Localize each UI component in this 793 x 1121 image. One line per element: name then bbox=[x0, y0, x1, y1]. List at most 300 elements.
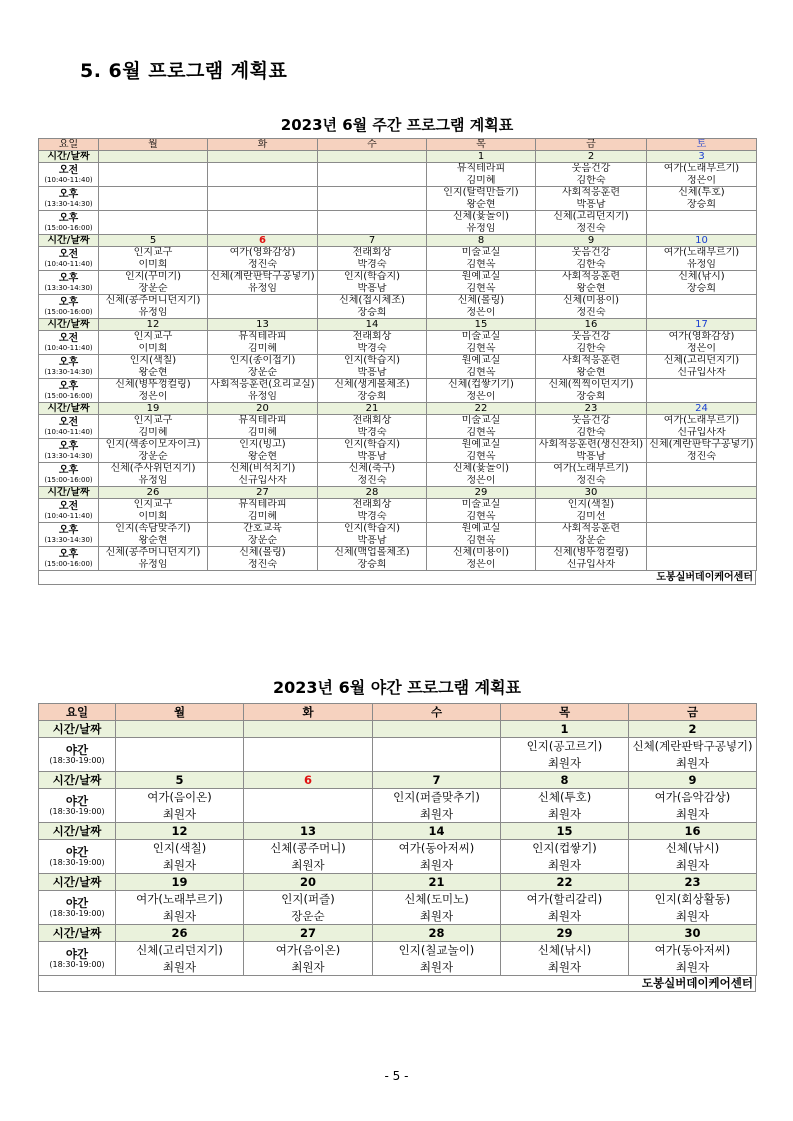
program-row bbox=[39, 355, 757, 367]
program-name: 신체(컵쌓기기) bbox=[427, 379, 536, 391]
staff-name: 왕순현 bbox=[208, 451, 318, 463]
date-cell: 15 bbox=[427, 319, 536, 331]
staff-name bbox=[208, 199, 318, 211]
staff-name: 정은이 bbox=[647, 343, 757, 355]
staff-name bbox=[208, 223, 318, 235]
staff-name bbox=[99, 199, 208, 211]
day-header: 토 bbox=[647, 139, 757, 151]
program-row bbox=[39, 331, 757, 343]
program-name: 신체(콩주머니던지기) bbox=[99, 295, 208, 307]
program-row-staff bbox=[39, 535, 757, 547]
date-row bbox=[39, 925, 757, 942]
program-name: 사회적응훈련 bbox=[536, 355, 647, 367]
staff-name: 김현옥 bbox=[427, 451, 536, 463]
program-name: 여가(동아저씨) bbox=[629, 942, 757, 959]
date-cell: 14 bbox=[318, 319, 427, 331]
date-row bbox=[39, 151, 757, 163]
date-row bbox=[39, 487, 757, 499]
staff-name: 유정임 bbox=[208, 391, 318, 403]
program-name: 신체(병뚜껑컬링) bbox=[99, 379, 208, 391]
program-name bbox=[647, 547, 757, 559]
program-name: 여가(노래부르기) bbox=[647, 247, 757, 259]
program-row bbox=[39, 271, 757, 283]
program-name: 웃음건강 bbox=[536, 163, 647, 175]
date-label: 시간/날짜 bbox=[39, 151, 99, 163]
date-cell: 13 bbox=[208, 319, 318, 331]
program-name: 여가(노래부르기) bbox=[116, 891, 244, 908]
time-slot-label bbox=[39, 271, 99, 295]
staff-name: 최원자 bbox=[116, 959, 244, 976]
program-name: 신체(생게볼체조) bbox=[318, 379, 427, 391]
day-header: 수 bbox=[373, 704, 501, 721]
staff-name: 김현옥 bbox=[427, 511, 536, 523]
time-slot-label bbox=[39, 523, 99, 547]
day-label: 요일 bbox=[39, 704, 116, 721]
date-cell bbox=[318, 151, 427, 163]
time-slot-label bbox=[39, 789, 116, 823]
staff-name bbox=[318, 175, 427, 187]
program-row-staff bbox=[39, 959, 757, 976]
date-cell: 27 bbox=[244, 925, 373, 942]
program-name: 여가(할리갈리) bbox=[501, 891, 629, 908]
staff-name: 최원자 bbox=[629, 755, 757, 772]
program-name: 웃음건강 bbox=[536, 415, 647, 427]
day-header: 목 bbox=[501, 704, 629, 721]
staff-name bbox=[373, 755, 501, 772]
date-cell: 15 bbox=[501, 823, 629, 840]
date-cell: 8 bbox=[501, 772, 629, 789]
staff-name: 박흥남 bbox=[536, 199, 647, 211]
program-name: 인지(퍼즐) bbox=[244, 891, 373, 908]
slot-name: 오후 bbox=[58, 548, 79, 560]
date-cell: 21 bbox=[373, 874, 501, 891]
program-name bbox=[244, 738, 373, 755]
slot-name: 야간 bbox=[65, 896, 89, 910]
program-name: 인지(칠교놀이) bbox=[373, 942, 501, 959]
program-name: 신체(고리던지기) bbox=[116, 942, 244, 959]
program-name: 미술교실 bbox=[427, 415, 536, 427]
slot-name: 오후 bbox=[58, 524, 79, 536]
program-row-staff bbox=[39, 343, 757, 355]
staff-name: 김한숙 bbox=[536, 427, 647, 439]
date-label: 시간/날짜 bbox=[39, 721, 116, 738]
program-row-staff bbox=[39, 511, 757, 523]
slot-name: 오전 bbox=[58, 248, 79, 260]
time-slot-label bbox=[39, 499, 99, 523]
program-name: 뮤직테라피 bbox=[208, 331, 318, 343]
program-row bbox=[39, 439, 757, 451]
date-cell: 19 bbox=[99, 403, 208, 415]
staff-name bbox=[99, 175, 208, 187]
slot-time: (10:40-11:40) bbox=[44, 427, 93, 436]
staff-name bbox=[647, 475, 757, 487]
program-name: 신체(미용이) bbox=[427, 547, 536, 559]
program-name: 신체(맥업볼체조) bbox=[318, 547, 427, 559]
program-name: 전래회상 bbox=[318, 499, 427, 511]
program-name bbox=[208, 163, 318, 175]
date-cell: 2 bbox=[536, 151, 647, 163]
program-name: 인지교구 bbox=[99, 415, 208, 427]
staff-name: 최원자 bbox=[116, 857, 244, 874]
date-cell: 6 bbox=[244, 772, 373, 789]
program-row bbox=[39, 247, 757, 259]
date-cell: 5 bbox=[116, 772, 244, 789]
staff-name: 최원자 bbox=[629, 806, 757, 823]
day-label: 요일 bbox=[39, 139, 99, 151]
program-name bbox=[244, 789, 373, 806]
program-name: 여가(노래부르기) bbox=[536, 463, 647, 475]
date-cell: 10 bbox=[647, 235, 757, 247]
program-name: 전래회상 bbox=[318, 331, 427, 343]
staff-name: 박경숙 bbox=[318, 343, 427, 355]
time-slot-label bbox=[39, 891, 116, 925]
slot-time: (13:30-14:30) bbox=[44, 367, 93, 376]
staff-name: 박흥남 bbox=[536, 451, 647, 463]
slot-name: 오후 bbox=[58, 356, 79, 368]
date-row bbox=[39, 319, 757, 331]
date-cell: 16 bbox=[536, 319, 647, 331]
slot-time: (18:30-19:00) bbox=[49, 858, 105, 867]
staff-name bbox=[208, 307, 318, 319]
program-row-staff bbox=[39, 475, 757, 487]
staff-name: 정은이 bbox=[427, 307, 536, 319]
program-name bbox=[647, 463, 757, 475]
staff-name: 유정임 bbox=[99, 559, 208, 571]
staff-name: 김미혜 bbox=[427, 175, 536, 187]
program-row-staff bbox=[39, 559, 757, 571]
staff-name: 김현옥 bbox=[427, 283, 536, 295]
program-row-staff bbox=[39, 755, 757, 772]
staff-name: 정은이 bbox=[99, 391, 208, 403]
program-name bbox=[373, 738, 501, 755]
program-row bbox=[39, 499, 757, 511]
staff-name: 왕순현 bbox=[99, 367, 208, 379]
staff-name: 최원자 bbox=[373, 857, 501, 874]
program-name: 신체(접시체조) bbox=[318, 295, 427, 307]
program-name bbox=[116, 738, 244, 755]
staff-name: 왕순현 bbox=[536, 283, 647, 295]
slot-name: 야간 bbox=[65, 794, 89, 808]
night-center-name: 도봉실버데이케어센터 bbox=[38, 976, 756, 992]
time-slot-label bbox=[39, 247, 99, 271]
slot-time: (15:00-16:00) bbox=[44, 559, 93, 568]
staff-name: 김미혜 bbox=[208, 511, 318, 523]
slot-name: 오후 bbox=[58, 464, 79, 476]
time-slot-label bbox=[39, 355, 99, 379]
program-name: 원예교실 bbox=[427, 355, 536, 367]
date-label: 시간/날짜 bbox=[39, 487, 99, 499]
day-header: 월 bbox=[99, 139, 208, 151]
date-row bbox=[39, 772, 757, 789]
program-name: 신체(계란판탁구공넣기) bbox=[647, 439, 757, 451]
program-row bbox=[39, 415, 757, 427]
time-slot-label bbox=[39, 415, 99, 439]
program-name: 원예교실 bbox=[427, 439, 536, 451]
date-row bbox=[39, 874, 757, 891]
date-cell: 23 bbox=[629, 874, 757, 891]
slot-name: 야간 bbox=[65, 947, 89, 961]
program-name: 인지교구 bbox=[99, 247, 208, 259]
program-name bbox=[647, 211, 757, 223]
program-name: 뮤직테라피 bbox=[427, 163, 536, 175]
slot-time: (10:40-11:40) bbox=[44, 343, 93, 352]
staff-name: 정진숙 bbox=[647, 451, 757, 463]
staff-name: 정은이 bbox=[427, 391, 536, 403]
staff-name: 최원자 bbox=[501, 959, 629, 976]
slot-time: (13:30-14:30) bbox=[44, 535, 93, 544]
staff-name: 최원자 bbox=[501, 806, 629, 823]
date-label: 시간/날짜 bbox=[39, 772, 116, 789]
staff-name: 김미혜 bbox=[208, 343, 318, 355]
program-name: 신체(윷놀이) bbox=[427, 211, 536, 223]
slot-name: 야간 bbox=[65, 743, 89, 757]
weekly-table bbox=[38, 138, 757, 571]
staff-name: 장승희 bbox=[318, 559, 427, 571]
staff-name: 장운순 bbox=[536, 535, 647, 547]
staff-name: 최원자 bbox=[501, 857, 629, 874]
time-slot-label bbox=[39, 840, 116, 874]
staff-name: 박흥남 bbox=[318, 535, 427, 547]
program-name: 인지교구 bbox=[99, 331, 208, 343]
date-cell: 17 bbox=[647, 319, 757, 331]
date-cell bbox=[244, 721, 373, 738]
program-row-staff bbox=[39, 857, 757, 874]
program-row-staff bbox=[39, 307, 757, 319]
program-row-staff bbox=[39, 391, 757, 403]
program-name: 인지(종이접기) bbox=[208, 355, 318, 367]
date-label: 시간/날짜 bbox=[39, 823, 116, 840]
program-row bbox=[39, 523, 757, 535]
staff-name bbox=[318, 223, 427, 235]
date-cell: 30 bbox=[629, 925, 757, 942]
slot-time: (13:30-14:30) bbox=[44, 451, 93, 460]
staff-name: 김한숙 bbox=[536, 175, 647, 187]
staff-name: 박경숙 bbox=[318, 259, 427, 271]
staff-name: 최원자 bbox=[501, 908, 629, 925]
program-name: 인지(퍼즐맞추기) bbox=[373, 789, 501, 806]
program-name: 신체(볼링) bbox=[427, 295, 536, 307]
date-cell: 8 bbox=[427, 235, 536, 247]
date-cell: 23 bbox=[536, 403, 647, 415]
program-name: 사회적응훈련 bbox=[536, 187, 647, 199]
date-cell: 22 bbox=[427, 403, 536, 415]
time-slot-label bbox=[39, 379, 99, 403]
program-name: 신체(계란판탁구공넣기) bbox=[208, 271, 318, 283]
day-header: 금 bbox=[629, 704, 757, 721]
program-name: 인지(색칠) bbox=[99, 355, 208, 367]
staff-name: 신규입사자 bbox=[536, 559, 647, 571]
program-name bbox=[647, 523, 757, 535]
date-cell: 12 bbox=[99, 319, 208, 331]
page-number: - 5 - bbox=[384, 1069, 409, 1083]
date-cell: 9 bbox=[536, 235, 647, 247]
program-row-staff bbox=[39, 175, 757, 187]
slot-name: 오전 bbox=[58, 416, 79, 428]
program-name: 인지(색칠) bbox=[536, 499, 647, 511]
weekly-title: 2023년 6월 주간 프로그램 계획표 bbox=[38, 113, 756, 138]
slot-name: 오후 bbox=[58, 440, 79, 452]
day-header: 목 bbox=[427, 139, 536, 151]
staff-name: 장승희 bbox=[318, 391, 427, 403]
staff-name: 장승희 bbox=[647, 283, 757, 295]
program-name: 미술교실 bbox=[427, 499, 536, 511]
date-cell: 14 bbox=[373, 823, 501, 840]
program-row bbox=[39, 463, 757, 475]
staff-name: 최원자 bbox=[629, 908, 757, 925]
program-name: 신체(고리던지기) bbox=[647, 355, 757, 367]
date-cell: 20 bbox=[208, 403, 318, 415]
program-name: 인지(회상활동) bbox=[629, 891, 757, 908]
program-name: 신체(낚시) bbox=[501, 942, 629, 959]
staff-name: 이미희 bbox=[99, 511, 208, 523]
program-name bbox=[647, 295, 757, 307]
program-name: 여가(음악감상) bbox=[629, 789, 757, 806]
program-name: 여가(노래부르기) bbox=[647, 163, 757, 175]
staff-name: 김미선 bbox=[536, 511, 647, 523]
program-row bbox=[39, 187, 757, 199]
program-row bbox=[39, 738, 757, 755]
staff-name bbox=[99, 223, 208, 235]
program-name bbox=[99, 187, 208, 199]
slot-time: (13:30-14:30) bbox=[44, 199, 93, 208]
staff-name: 신규입사자 bbox=[647, 367, 757, 379]
date-cell: 28 bbox=[318, 487, 427, 499]
program-name: 뮤직테라피 bbox=[208, 415, 318, 427]
weekly-center-name: 도봉실버데이케어센터 bbox=[38, 571, 756, 585]
date-cell bbox=[373, 721, 501, 738]
staff-name: 정은이 bbox=[647, 175, 757, 187]
staff-name: 김미혜 bbox=[208, 427, 318, 439]
program-name bbox=[647, 379, 757, 391]
program-row-staff bbox=[39, 367, 757, 379]
program-row bbox=[39, 547, 757, 559]
day-header: 화 bbox=[208, 139, 318, 151]
program-name: 인지(컵쌓기) bbox=[501, 840, 629, 857]
date-cell: 27 bbox=[208, 487, 318, 499]
date-cell bbox=[208, 151, 318, 163]
date-cell: 5 bbox=[99, 235, 208, 247]
staff-name: 최원자 bbox=[373, 908, 501, 925]
program-name: 여가(동아저씨) bbox=[373, 840, 501, 857]
date-cell: 21 bbox=[318, 403, 427, 415]
date-cell: 26 bbox=[99, 487, 208, 499]
program-name: 전래회상 bbox=[318, 247, 427, 259]
staff-name: 최원자 bbox=[629, 857, 757, 874]
slot-time: (15:00-16:00) bbox=[44, 391, 93, 400]
time-slot-label bbox=[39, 439, 99, 463]
staff-name: 김현옥 bbox=[427, 535, 536, 547]
program-name: 신체(콩주머니던지기) bbox=[99, 547, 208, 559]
staff-name bbox=[244, 806, 373, 823]
program-name: 미술교실 bbox=[427, 331, 536, 343]
staff-name: 장운순 bbox=[208, 535, 318, 547]
staff-name: 최원자 bbox=[373, 806, 501, 823]
program-name: 여가(영화감상) bbox=[647, 331, 757, 343]
date-cell: 6 bbox=[208, 235, 318, 247]
time-slot-label bbox=[39, 463, 99, 487]
program-name: 인지(학습지) bbox=[318, 523, 427, 535]
program-name: 인지교구 bbox=[99, 499, 208, 511]
weekly-schedule bbox=[38, 113, 756, 585]
date-cell: 29 bbox=[501, 925, 629, 942]
slot-name: 오후 bbox=[58, 296, 79, 308]
staff-name bbox=[647, 307, 757, 319]
date-cell: 13 bbox=[244, 823, 373, 840]
program-row-staff bbox=[39, 223, 757, 235]
slot-time: (10:40-11:40) bbox=[44, 511, 93, 520]
program-name: 인지(탈력만들기) bbox=[427, 187, 536, 199]
slot-time: (18:30-19:00) bbox=[49, 756, 105, 765]
program-row-staff bbox=[39, 259, 757, 271]
date-label: 시간/날짜 bbox=[39, 319, 99, 331]
program-name: 웃음건강 bbox=[536, 247, 647, 259]
date-cell: 19 bbox=[116, 874, 244, 891]
program-name: 신체(주사위던지기) bbox=[99, 463, 208, 475]
staff-name: 장승희 bbox=[647, 199, 757, 211]
staff-name: 박흥남 bbox=[318, 367, 427, 379]
program-name: 간호교육 bbox=[208, 523, 318, 535]
staff-name bbox=[647, 511, 757, 523]
slot-name: 야간 bbox=[65, 845, 89, 859]
staff-name: 박흥남 bbox=[318, 283, 427, 295]
slot-name: 오전 bbox=[58, 164, 79, 176]
date-label: 시간/날짜 bbox=[39, 874, 116, 891]
program-row bbox=[39, 840, 757, 857]
day-header-row bbox=[39, 704, 757, 721]
program-name: 인지(색칠) bbox=[116, 840, 244, 857]
program-row-staff bbox=[39, 451, 757, 463]
slot-time: (10:40-11:40) bbox=[44, 259, 93, 268]
program-name: 원예교실 bbox=[427, 523, 536, 535]
slot-time: (10:40-11:40) bbox=[44, 175, 93, 184]
program-name: 신체(윷놀이) bbox=[427, 463, 536, 475]
program-name bbox=[99, 163, 208, 175]
staff-name: 유정임 bbox=[647, 259, 757, 271]
date-cell: 2 bbox=[629, 721, 757, 738]
date-cell: 29 bbox=[427, 487, 536, 499]
time-slot-label bbox=[39, 738, 116, 772]
slot-time: (15:00-16:00) bbox=[44, 307, 93, 316]
day-header: 금 bbox=[536, 139, 647, 151]
date-cell: 28 bbox=[373, 925, 501, 942]
program-name bbox=[318, 163, 427, 175]
program-name: 신체(낚시) bbox=[629, 840, 757, 857]
program-row bbox=[39, 211, 757, 223]
staff-name: 유정임 bbox=[427, 223, 536, 235]
staff-name: 왕순현 bbox=[536, 367, 647, 379]
staff-name: 장승희 bbox=[318, 307, 427, 319]
program-name: 신체(미용이) bbox=[536, 295, 647, 307]
date-label: 시간/날짜 bbox=[39, 403, 99, 415]
staff-name: 최원자 bbox=[244, 959, 373, 976]
staff-name: 왕순현 bbox=[99, 535, 208, 547]
staff-name: 김현옥 bbox=[427, 367, 536, 379]
program-row bbox=[39, 789, 757, 806]
date-cell: 16 bbox=[629, 823, 757, 840]
date-cell: 12 bbox=[116, 823, 244, 840]
staff-name: 정진숙 bbox=[208, 259, 318, 271]
staff-name bbox=[647, 391, 757, 403]
program-name: 뮤직테라피 bbox=[208, 499, 318, 511]
staff-name: 김현옥 bbox=[427, 427, 536, 439]
slot-name: 오후 bbox=[58, 272, 79, 284]
program-row bbox=[39, 379, 757, 391]
date-cell: 24 bbox=[647, 403, 757, 415]
staff-name: 정진숙 bbox=[208, 559, 318, 571]
program-name: 신체(축구) bbox=[318, 463, 427, 475]
program-name: 신체(콩주머니) bbox=[244, 840, 373, 857]
program-name: 신체(볼링) bbox=[208, 547, 318, 559]
